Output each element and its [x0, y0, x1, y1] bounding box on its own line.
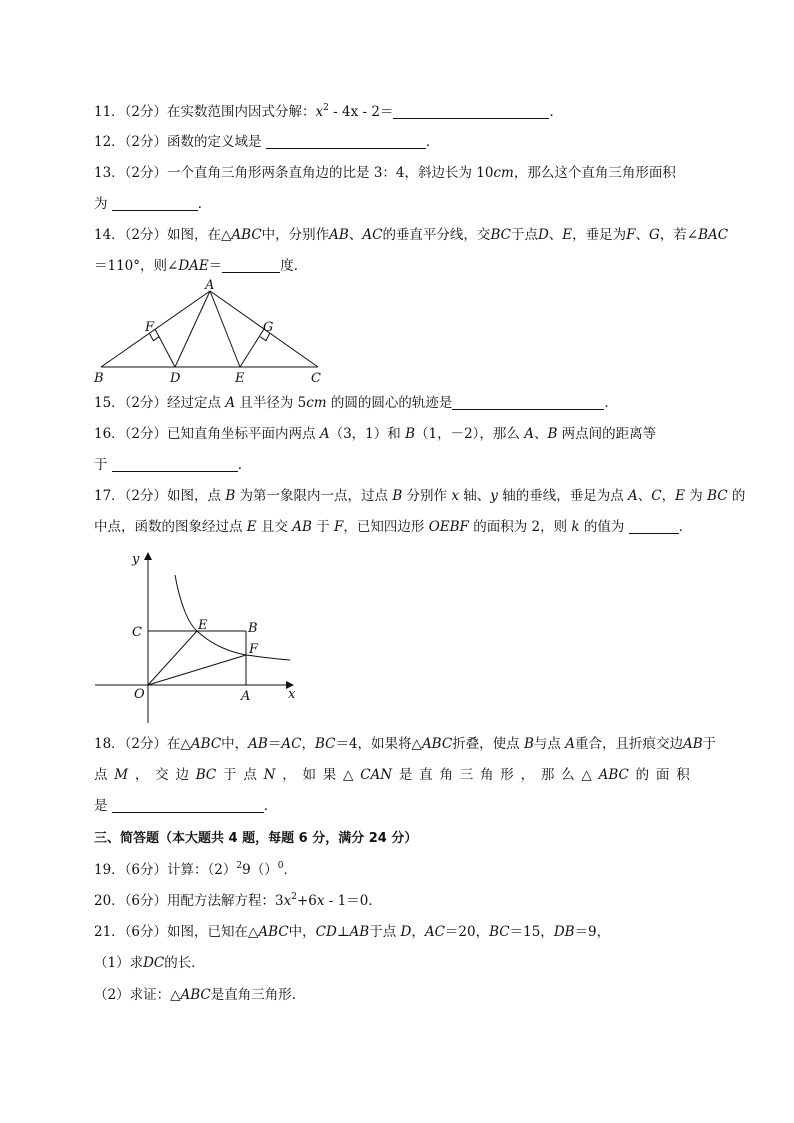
- question-14-line-2: ＝110°，则∠DAE＝ 度．: [94, 258, 308, 274]
- label-a: A: [205, 278, 215, 293]
- question-number: 11．（2分）: [94, 104, 168, 120]
- question-21-part-1: （1）求DC的长．: [94, 955, 205, 971]
- question-11: 11．（2分）在实数范围内因式分解：$x^2 - 4x - 2=$ ．: [94, 103, 563, 120]
- question-17: 17．（2分）如图，点 B 为第一象限内一点，过点 B 分别作 x 轴、y 轴的垂线，垂足为点 A、C，E 为 BC 的: [94, 488, 746, 504]
- answer-blank[interactable]: [393, 104, 549, 119]
- segment-of: [148, 655, 246, 685]
- question-16: 16．（2分）已知直角坐标平面内两点 A（3，1）和 B（1，－2），那么 A、B 两点间的距离等: [94, 426, 657, 442]
- question-18-line-3: 是 ．: [94, 798, 278, 814]
- question-number: 20．（6分）: [94, 893, 168, 909]
- label-f: F: [249, 642, 259, 657]
- answer-blank[interactable]: [629, 519, 679, 534]
- question-12: 12．（2分）函数的定义域是 ．: [94, 134, 440, 150]
- question-13-line-2: 为 ．: [94, 196, 212, 212]
- question-number: 19．（6分）: [94, 862, 168, 878]
- question-number: 17．（2分）: [94, 488, 168, 504]
- answer-blank[interactable]: [266, 134, 426, 149]
- answer-blank[interactable]: [112, 196, 198, 211]
- segment-fd: [155, 329, 175, 367]
- segment-ge: [240, 329, 264, 367]
- label-e: E: [198, 618, 208, 633]
- question-18-line-2: 点 M ， 交 边 BC 于 点 N ， 如 果 △ CAN 是 直 角 三 角 形 ， 那 么 △ ABC 的 面 积: [94, 767, 690, 783]
- question-19: 19．（6分）计算：$(2)^29()^0$．: [94, 861, 297, 878]
- answer-blank[interactable]: [452, 395, 604, 410]
- label-f: F: [145, 320, 155, 335]
- question-number: 15．（2分）: [94, 395, 168, 411]
- segment-ad: [175, 291, 210, 367]
- question-21: 21．（6分）如图，已知在△ABC中，CD⊥AB于点 D，AC＝20，BC＝15，DB＝9，: [94, 924, 611, 940]
- section-heading: 三、简答题（本大题共 4 题，每题 6 分，满分 24 分）: [94, 831, 418, 846]
- answer-blank[interactable]: [112, 457, 238, 472]
- hyperbola-curve: [175, 575, 290, 660]
- segment-ae: [210, 291, 240, 367]
- label-o: O: [134, 687, 145, 702]
- label-c: C: [132, 625, 142, 640]
- question-number: 21．（6分）: [94, 924, 168, 940]
- label-y: y: [132, 552, 140, 567]
- label-e: E: [235, 371, 245, 386]
- question-number: 12．（2分）: [94, 134, 168, 150]
- label-x: x: [288, 687, 296, 702]
- question-number: 14．（2分）: [94, 227, 168, 243]
- label-b: B: [248, 621, 258, 636]
- question-17-line-2: 中点，函数的图象经过点 E 且交 AB 于 F，已知四边形 OEBF 的面积为 2，则 k 的值为 ．: [94, 519, 693, 535]
- question-18: 18．（2分）在△ABC中，AB＝AC，BC＝4，如果将△ABC折叠，使点 B与点 A重合，且折痕交边AB于: [94, 736, 717, 752]
- answer-blank[interactable]: [112, 798, 264, 813]
- question-number: 18．（2分）: [94, 736, 168, 752]
- question-number: 13．（2分）: [94, 165, 168, 181]
- question-16-line-2: 于 ．: [94, 457, 252, 473]
- label-a: A: [241, 689, 251, 704]
- question-13: 13．（2分）一个直角三角形两条直角边的比是 3：4，斜边长为 10cm，那么这个直角三角形面积: [94, 165, 676, 181]
- question-21-part-2: （2）求证：△ABC是直角三角形．: [94, 987, 306, 1003]
- answer-blank[interactable]: [222, 258, 280, 273]
- question-number: 16．（2分）: [94, 426, 168, 442]
- triangle-figure: [90, 280, 330, 388]
- coordinate-figure: [90, 545, 310, 725]
- label-b: B: [94, 371, 104, 386]
- question-15: 15．（2分）经过定点 A 且半径为 5cm 的圆的圆心的轨迹是 ．: [94, 395, 618, 411]
- label-c: C: [311, 371, 321, 386]
- label-g: G: [263, 320, 274, 335]
- segment-oe: [148, 631, 197, 685]
- label-d: D: [170, 371, 181, 386]
- question-20: 20．（6分）用配方法解方程：$3x^2+6x - 1=0$．: [94, 892, 382, 909]
- question-14: 14．（2分）如图，在△ABC中，分别作AB、AC的垂直平分线，交BC于点D、E，垂足为F、G，若∠BAC: [94, 227, 729, 243]
